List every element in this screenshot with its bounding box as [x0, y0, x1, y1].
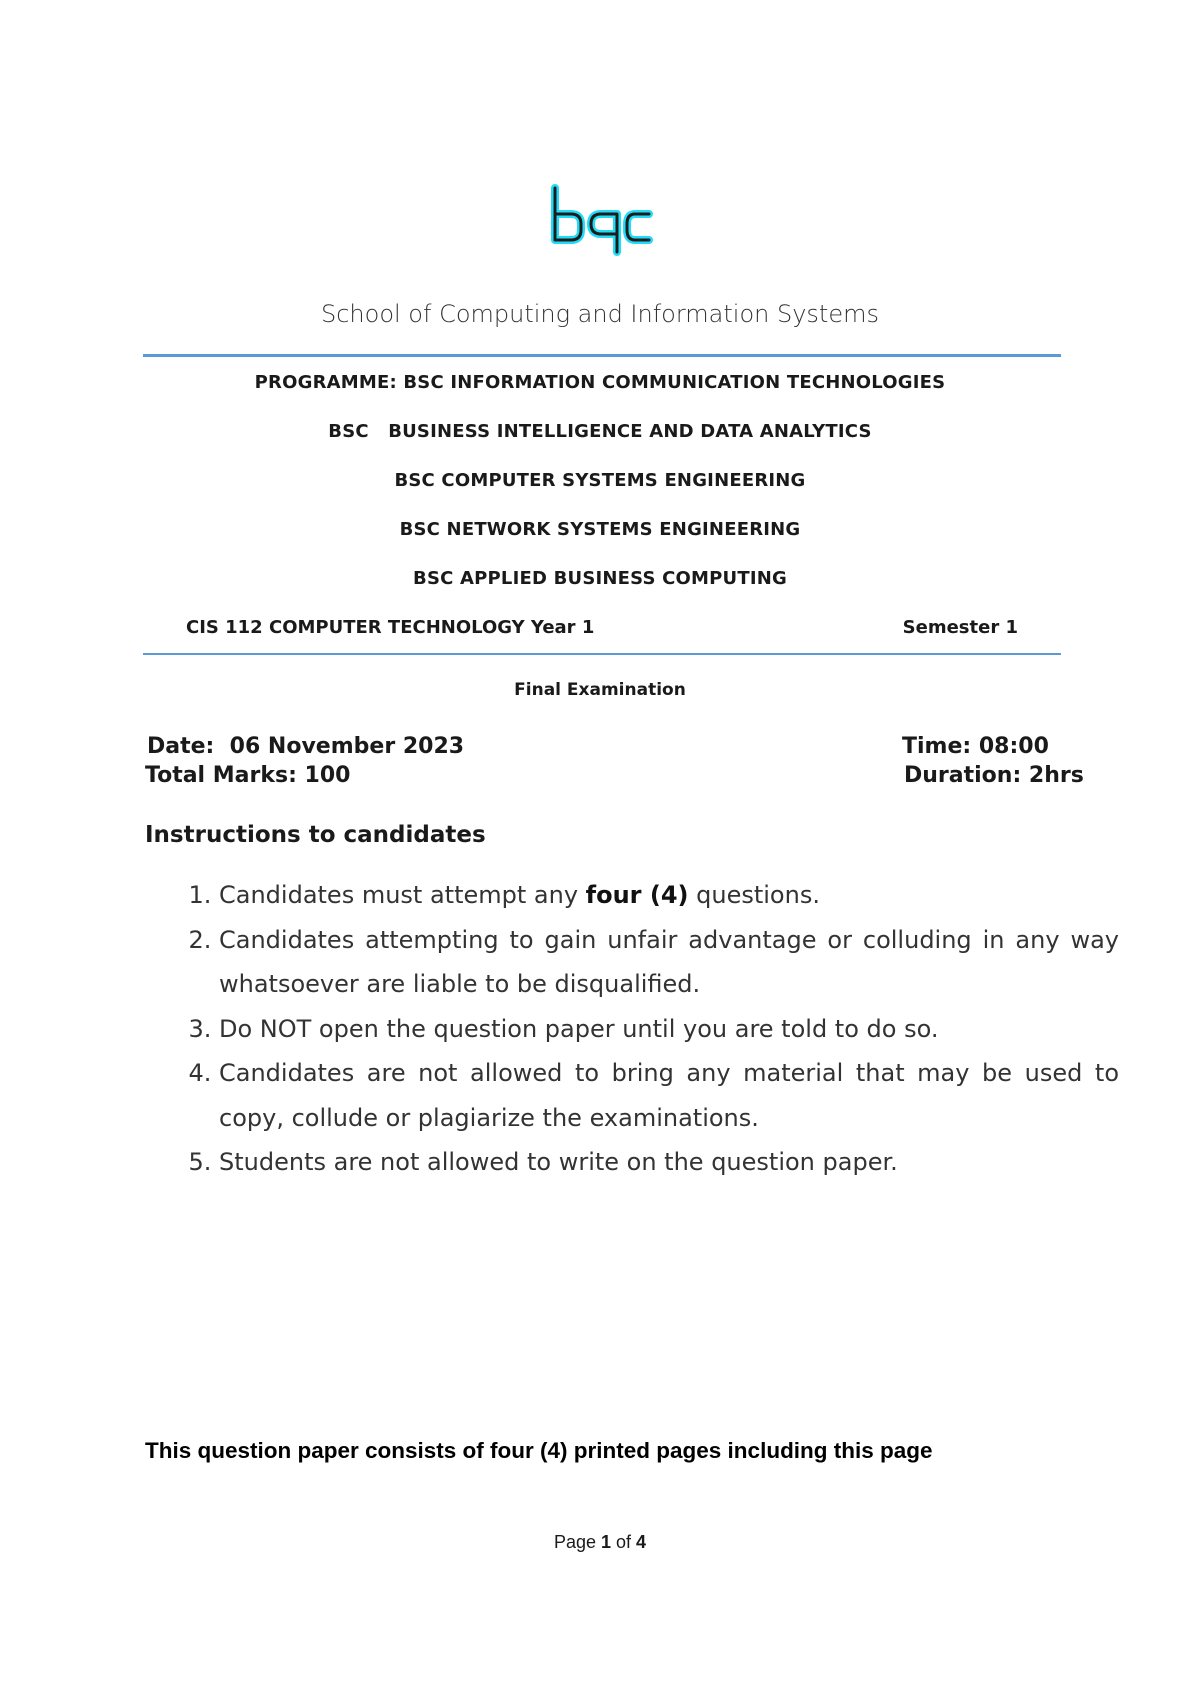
total-marks: Total Marks: 100 — [145, 763, 351, 788]
logo-icon — [545, 180, 655, 260]
exam-duration: Duration: 2hrs — [904, 763, 1084, 788]
course-title: CIS 112 COMPUTER TECHNOLOGY Year 1 — [186, 617, 595, 638]
exam-time: Time: 08:00 — [902, 734, 1049, 759]
exam-date: Date: 06 November 2023 — [147, 734, 465, 759]
instruction-item: 5. Students are not allowed to write on the question paper. — [219, 1140, 1119, 1185]
course-divider — [143, 653, 1061, 655]
instruction-item: 1. Candidates must attempt any four (4) questions. — [219, 873, 1119, 918]
programme-line: BSC APPLIED BUSINESS COMPUTING — [413, 568, 787, 589]
page-number: Page 1 of 4 — [553, 1532, 647, 1552]
instructions-title: Instructions to candidates — [145, 822, 486, 848]
programme-line: BSC COMPUTER SYSTEMS ENGINEERING — [394, 470, 806, 491]
header-divider — [143, 354, 1061, 357]
instructions-list — [160, 873, 1119, 1185]
semester: Semester 1 — [902, 617, 1018, 638]
instruction-item: 4. Candidates are not allowed to bring any material that may be used to copy, collude or plagiarize the examinations. — [219, 1051, 1119, 1140]
bqc-logo — [0, 180, 1200, 260]
instruction-emphasis: four (4) — [585, 881, 689, 909]
instruction-item: 2. Candidates attempting to gain unfair advantage or colluding in any way whatsoever are liable to be disqualified. — [219, 918, 1119, 1007]
exam-type: Final Examination — [514, 680, 686, 700]
programme-line: PROGRAMME: BSC INFORMATION COMMUNICATION TECHNOLOGIES — [254, 372, 946, 393]
programme-line: BSC NETWORK SYSTEMS ENGINEERING — [399, 519, 801, 540]
programme-line: BSC BUSINESS INTELLIGENCE AND DATA ANALYTICS — [328, 421, 872, 442]
page-count-note: This question paper consists of four (4) printed pages including this page — [145, 1438, 933, 1463]
instruction-item: 3. Do NOT open the question paper until you are told to do so. — [219, 1007, 1119, 1052]
school-name: School of Computing and Information Systems — [321, 300, 879, 328]
